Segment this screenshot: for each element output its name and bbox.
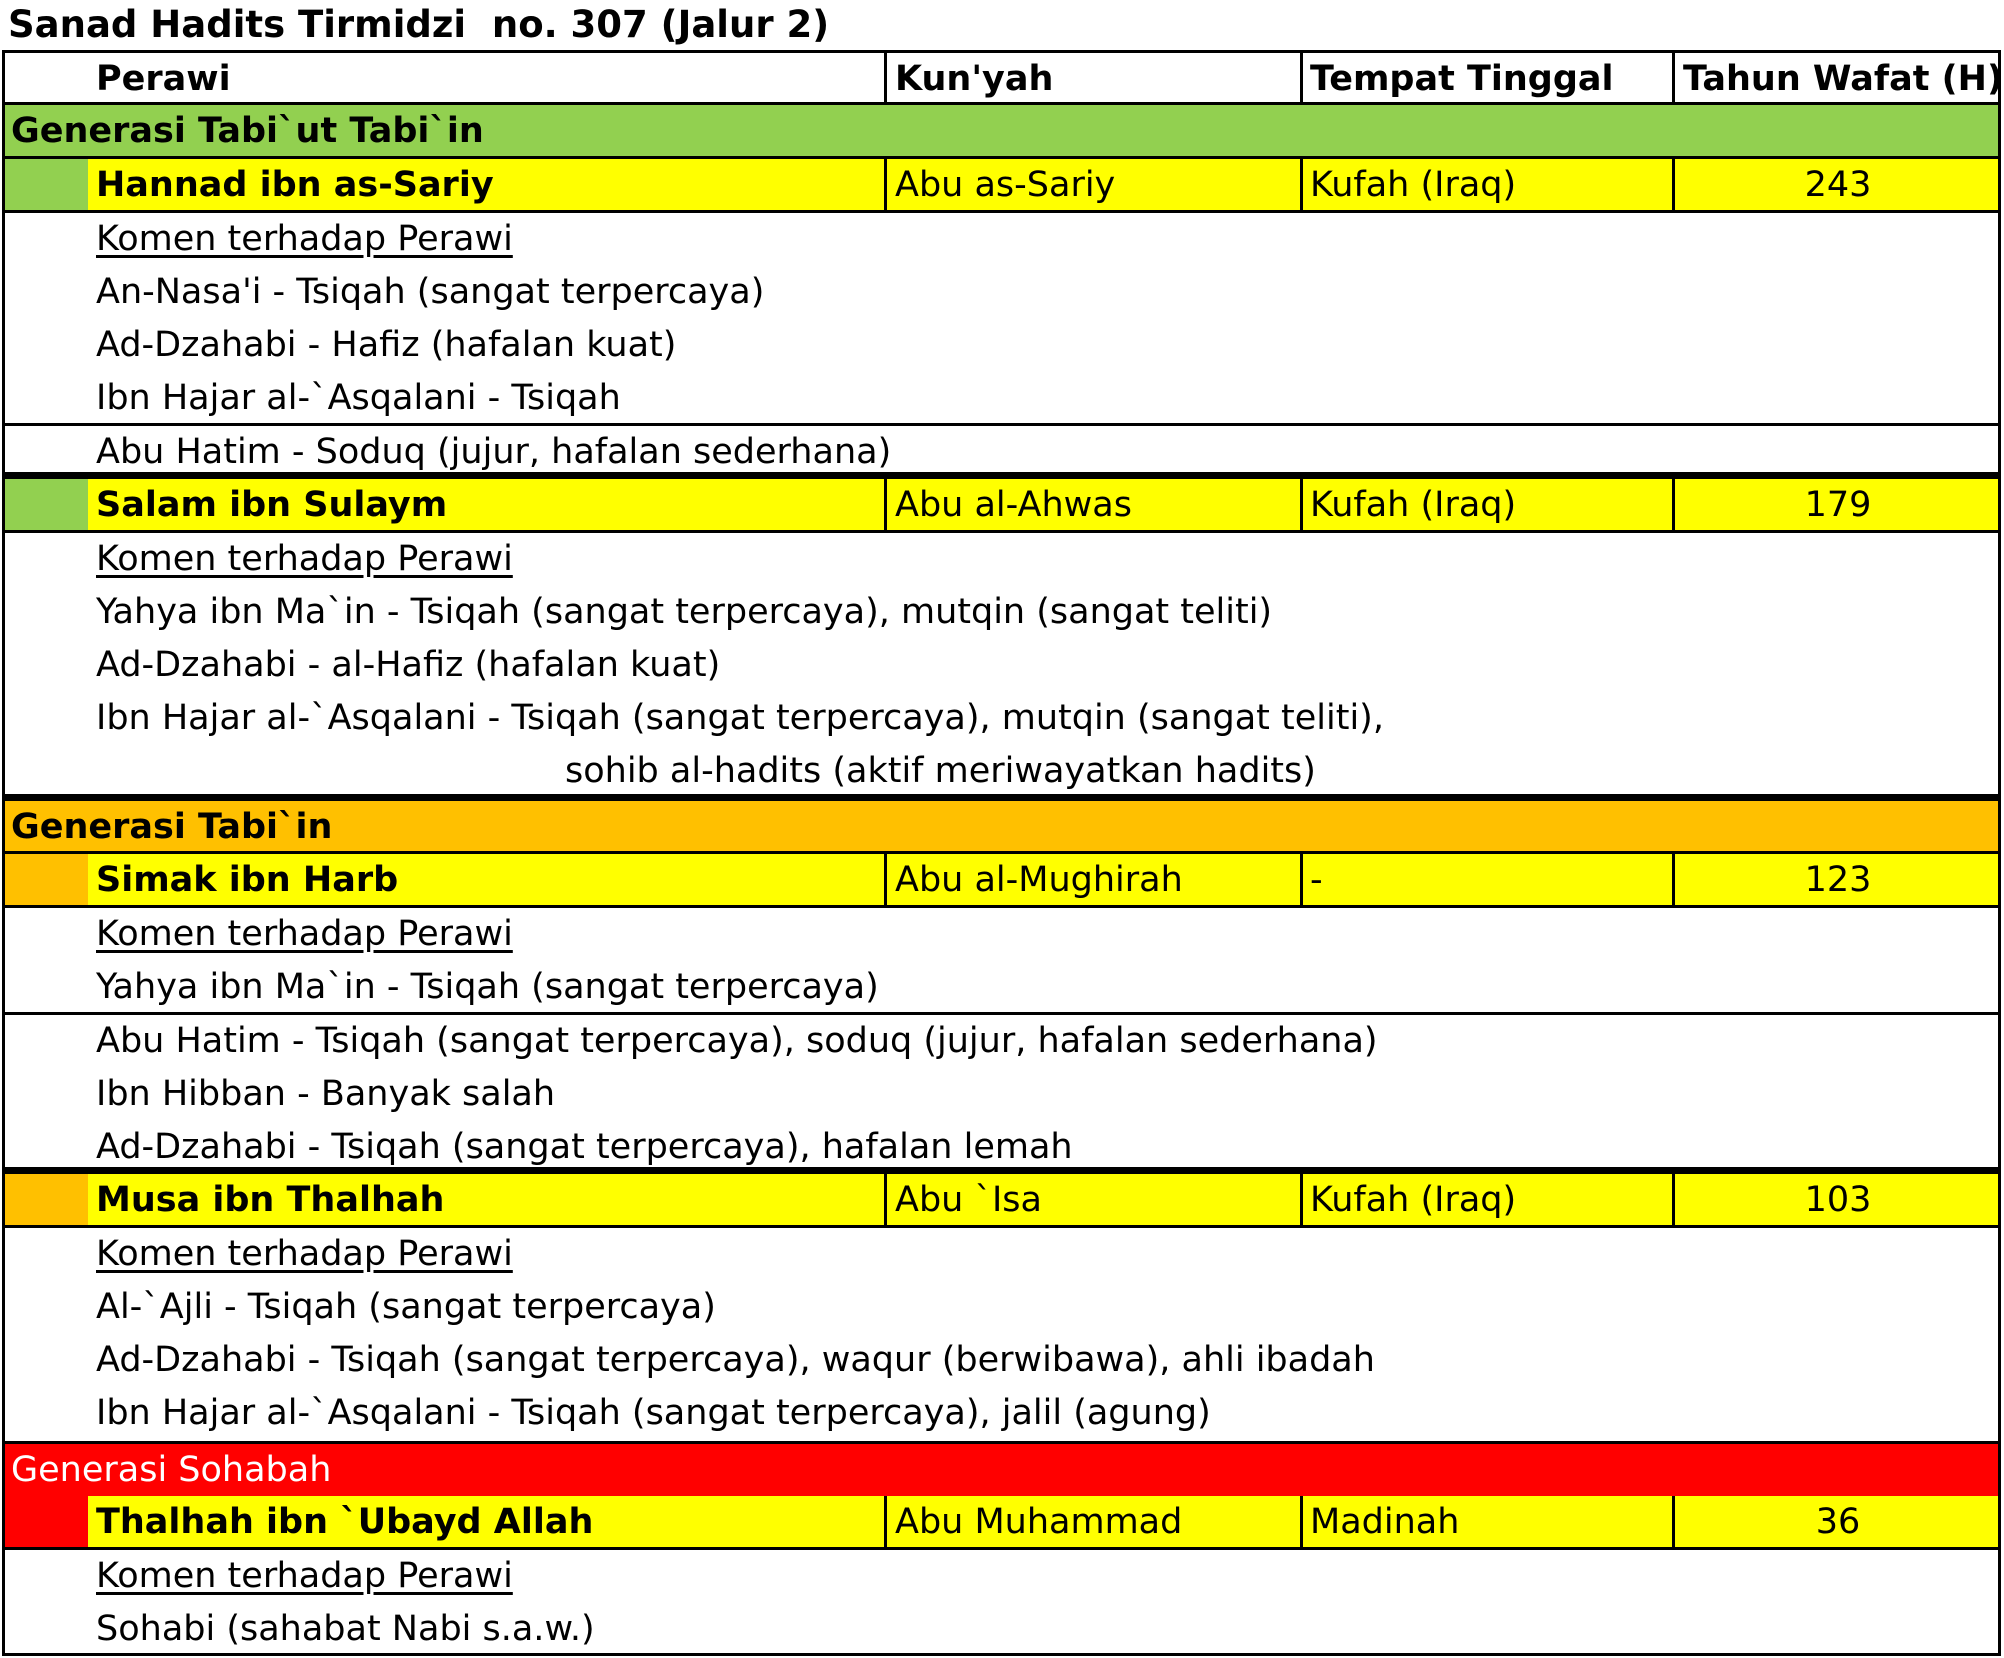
comment-line: Sohabi (sahabat Nabi s.a.w.) [96, 1609, 595, 1649]
comment-heading: Komen terhadap Perawi [96, 539, 513, 579]
narrator-death-year: 179 [1804, 485, 1872, 525]
generation-marker [5, 159, 88, 210]
narrator-place: Madinah [1310, 1502, 1460, 1542]
narrator-kunyah: Abu Muhammad [895, 1502, 1183, 1542]
narrator-place: - [1310, 860, 1323, 900]
narrator-kunyah: Abu `Isa [895, 1180, 1042, 1220]
comment-line: Ad-Dzahabi - al-Hafiz (hafalan kuat) [96, 645, 721, 685]
comment-line: Abu Hatim - Tsiqah (sangat terpercaya), soduq (jujur, hafalan sederhana) [96, 1021, 1378, 1061]
narrator-row-thalhah [5, 1496, 1998, 1550]
comment-line: Ibn Hibban - Banyak salah [96, 1074, 556, 1114]
comment-block [5, 213, 1998, 426]
comment-heading: Komen terhadap Perawi [96, 219, 513, 259]
comment-block [5, 1550, 1998, 1656]
header-perawi: Perawi [96, 59, 231, 99]
generation-marker [5, 854, 88, 905]
narrator-kunyah: Abu al-Ahwas [895, 485, 1132, 525]
comment-line: sohib al-hadits (aktif meriwayatkan hadits) [565, 751, 1316, 791]
generation-label: Generasi Tabi`in [11, 807, 333, 847]
narrator-death-year: 243 [1804, 165, 1872, 205]
narrator-place: Kufah (Iraq) [1310, 485, 1517, 525]
narrator-row-musa [5, 1174, 1998, 1228]
narrator-row-simak [5, 854, 1998, 908]
narrator-row-salam [5, 479, 1998, 533]
comment-line: Ibn Hajar al-`Asqalani - Tsiqah (sangat terpercaya), jalil (agung) [96, 1393, 1211, 1433]
narrator-death-year: 123 [1804, 860, 1872, 900]
generation-header-sohabah [5, 1444, 1998, 1496]
generation-marker [5, 1174, 88, 1225]
generation-label: Generasi Sohabah [11, 1450, 332, 1490]
generation-label: Generasi Tabi`ut Tabi`in [11, 111, 484, 151]
narrator-name: Salam ibn Sulaym [96, 485, 448, 525]
table-header [5, 53, 2003, 105]
narrator-name: Hannad ibn as-Sariy [96, 165, 494, 205]
narrator-row-hannad [5, 159, 1998, 213]
generation-marker [5, 1496, 88, 1547]
comment-line: Ad-Dzahabi - Tsiqah (sangat terpercaya), waqur (berwibawa), ahli ibadah [96, 1340, 1375, 1380]
comment-line: An-Nasa'i - Tsiqah (sangat terpercaya) [96, 272, 765, 312]
narrator-death-year: 36 [1815, 1502, 1861, 1542]
narrator-death-year: 103 [1804, 1180, 1872, 1220]
narrator-kunyah: Abu as-Sariy [895, 165, 1116, 205]
header-tempat: Tempat Tinggal [1310, 59, 1614, 99]
comment-line: Ibn Hajar al-`Asqalani - Tsiqah (sangat terpercaya), mutqin (sangat teliti), [96, 698, 1384, 738]
sanad-table [2, 50, 2001, 1656]
generation-marker [5, 479, 88, 530]
comment-block [5, 908, 1998, 1015]
comment-line: Ibn Hajar al-`Asqalani - Tsiqah [96, 378, 621, 418]
header-kunyah: Kun'yah [895, 59, 1054, 99]
comment-line: Al-`Ajli - Tsiqah (sangat terpercaya) [96, 1287, 716, 1327]
narrator-name: Simak ibn Harb [96, 860, 399, 900]
comment-line: Ad-Dzahabi - Tsiqah (sangat terpercaya), hafalan lemah [96, 1127, 1073, 1167]
page-title: Sanad Hadits Tirmidzi no. 307 (Jalur 2) [8, 3, 830, 46]
narrator-name: Musa ibn Thalhah [96, 1180, 445, 1220]
comment-heading: Komen terhadap Perawi [96, 914, 513, 954]
comment-line: Yahya ibn Ma`in - Tsiqah (sangat terpercaya) [96, 967, 879, 1007]
comment-block [5, 533, 1998, 801]
generation-header-tabiut-tabiin [5, 105, 1998, 159]
comment-line: Ad-Dzahabi - Hafiz (hafalan kuat) [96, 325, 677, 365]
narrator-place: Kufah (Iraq) [1310, 1180, 1517, 1220]
narrator-place: Kufah (Iraq) [1310, 165, 1517, 205]
narrator-name: Thalhah ibn `Ubayd Allah [96, 1502, 594, 1542]
generation-header-tabiin [5, 801, 1998, 854]
comment-line: Yahya ibn Ma`in - Tsiqah (sangat terpercaya), mutqin (sangat teliti) [96, 592, 1273, 632]
narrator-kunyah: Abu al-Mughirah [895, 860, 1183, 900]
comment-block [5, 1015, 1998, 1174]
header-wafat: Tahun Wafat (H) [1683, 59, 2003, 99]
comment-block [5, 1228, 1998, 1444]
comment-line: Abu Hatim - Soduq (jujur, hafalan sederhana) [96, 432, 892, 472]
comment-heading: Komen terhadap Perawi [96, 1556, 513, 1596]
comment-block [5, 426, 1998, 479]
comment-heading: Komen terhadap Perawi [96, 1234, 513, 1274]
